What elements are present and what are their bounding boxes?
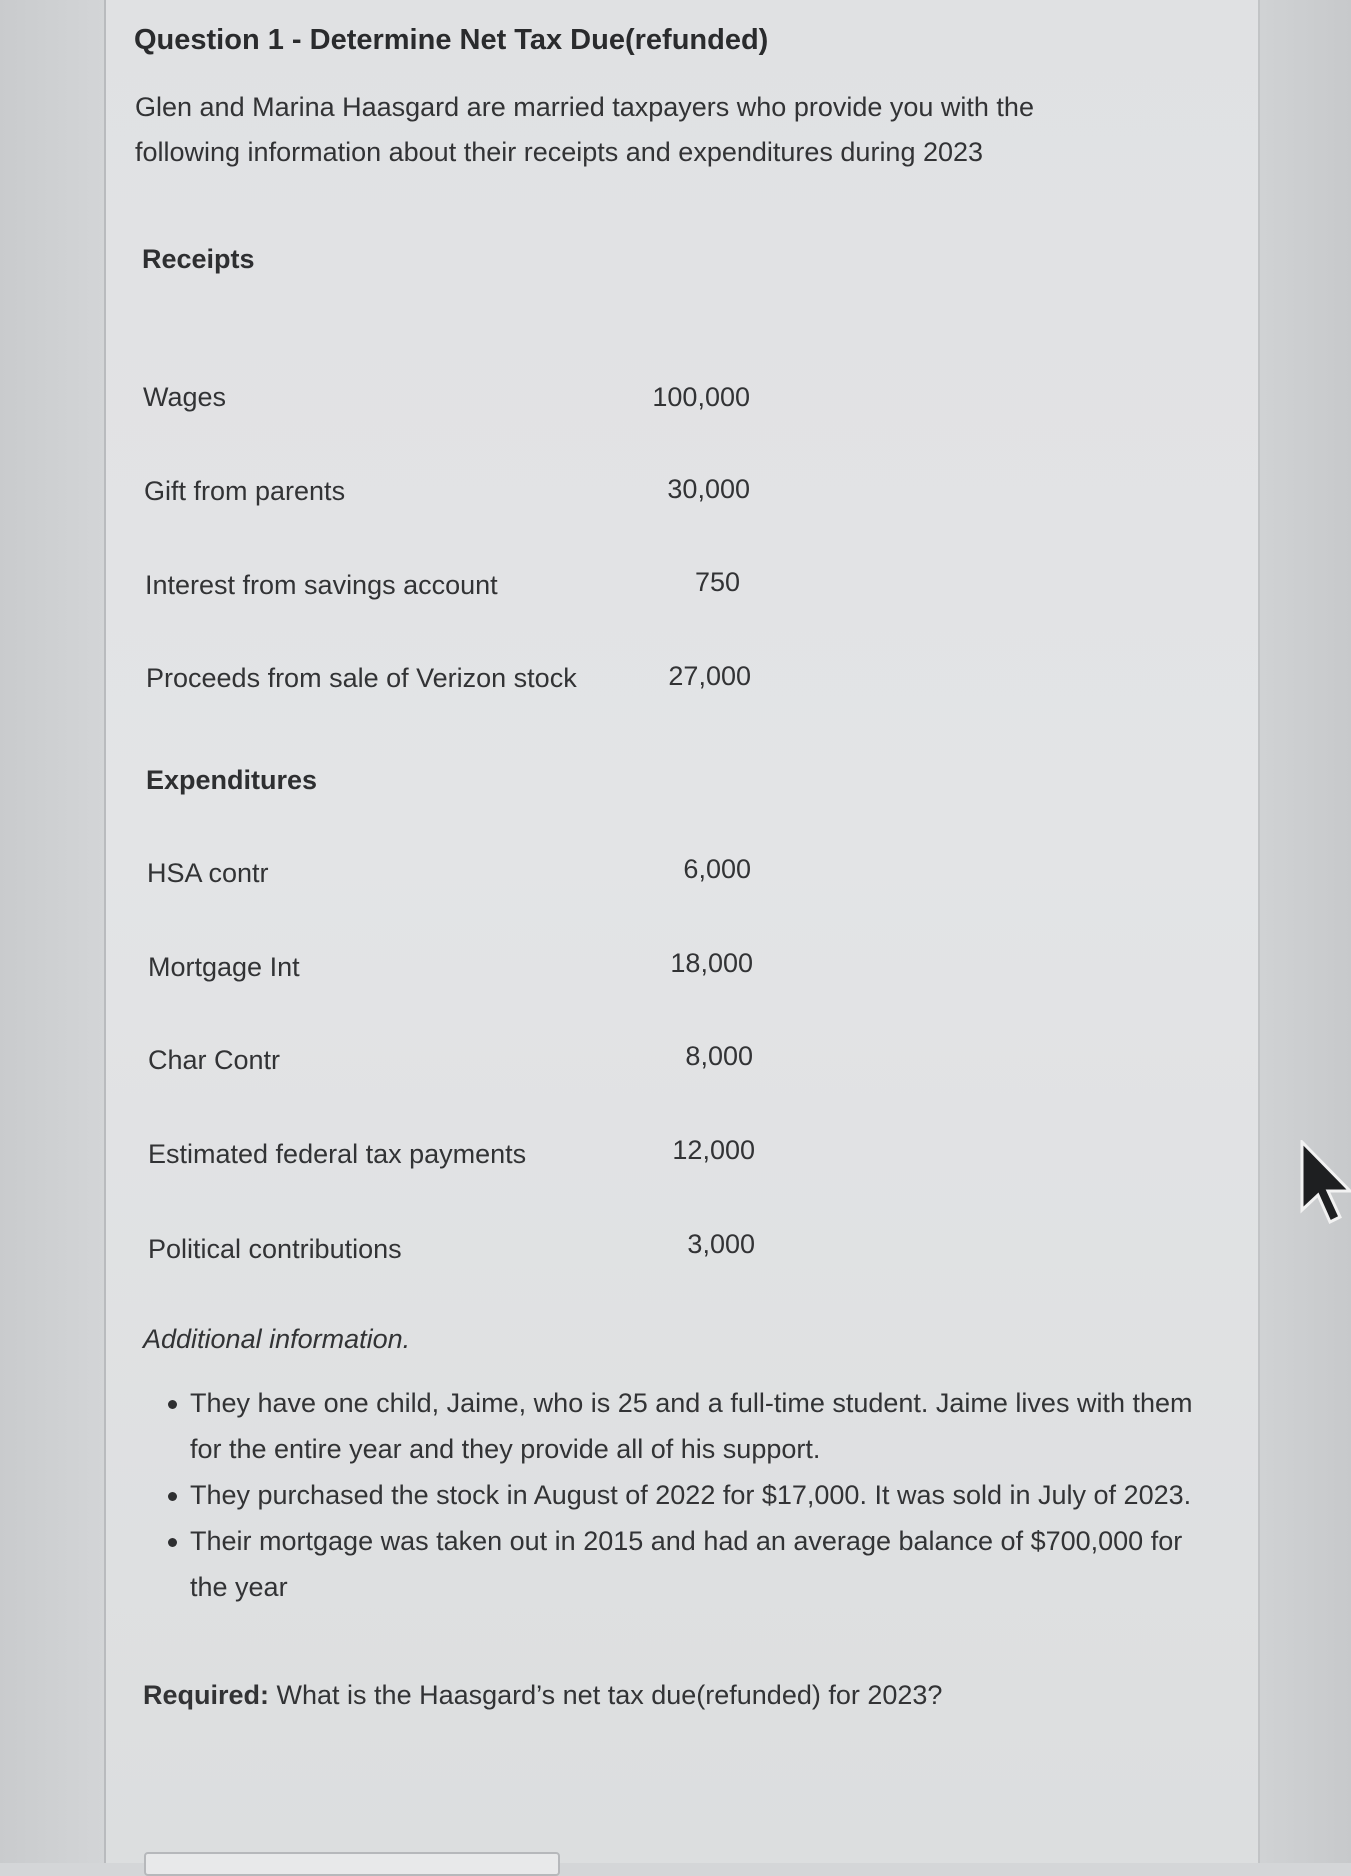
left-gutter: [0, 0, 104, 1863]
expenditures-heading: Expenditures: [146, 765, 318, 795]
expenditure-value-estimated-tax: 12,000: [672, 1135, 755, 1165]
list-item: [160, 1472, 1220, 1518]
question-intro: Glen and Marina Haasgard are married taxpayers who provide you with the following information about their receipts and expenditures during 2023: [135, 92, 1034, 167]
expenditure-value-charity: 8,000: [685, 1041, 753, 1071]
required-label: Required:: [143, 1680, 270, 1710]
receipt-value-interest: 750: [694, 567, 740, 597]
expenditure-value-hsa: 6,000: [683, 854, 751, 884]
additional-info-list: [160, 1380, 1220, 1610]
receipt-value-stock-sale: 27,000: [668, 661, 751, 691]
receipts-heading: Receipts: [142, 244, 255, 274]
answer-input[interactable]: [144, 1852, 560, 1876]
additional-info-title: Additional information.: [143, 1324, 411, 1354]
receipt-label-wages: Wages: [143, 382, 227, 412]
receipt-value-wages: 100,000: [652, 382, 750, 412]
receipt-label-interest: Interest from savings account: [145, 570, 498, 600]
receipt-label-gift: Gift from parents: [144, 476, 346, 506]
list-item: [160, 1518, 1220, 1610]
bullet-icon: [168, 1538, 177, 1547]
required-question: [143, 1680, 942, 1711]
expenditure-value-political: 3,000: [687, 1229, 755, 1259]
question-title: Question 1 - Determine Net Tax Due(refunded): [134, 24, 769, 56]
receipt-value-gift: 30,000: [667, 474, 750, 504]
bullet-text: Their mortgage was taken out in 2015 and had an average balance of $700,000 for the year: [190, 1526, 1183, 1602]
bullet-text: They purchased the stock in August of 2022 for $17,000. It was sold in July of 2023.: [190, 1480, 1192, 1510]
bullet-text: They have one child, Jaime, who is 25 and a full-time student. Jaime lives with them for the entire year and they provide all of his support.: [190, 1388, 1193, 1464]
expenditure-label-hsa: HSA contr: [147, 858, 269, 888]
required-text: What is the Haasgard’s net tax due(refunded) for 2023?: [276, 1680, 943, 1710]
expenditure-label-charity: Char Contr: [148, 1045, 281, 1075]
expenditure-label-mortgage: Mortgage Int: [148, 952, 300, 982]
expenditure-label-political: Political contributions: [148, 1234, 402, 1264]
bullet-icon: [168, 1400, 177, 1409]
expenditure-label-estimated-tax: Estimated federal tax payments: [148, 1139, 527, 1169]
expenditure-value-mortgage: 18,000: [670, 948, 753, 978]
list-item: [160, 1380, 1220, 1472]
mouse-pointer-icon: [1300, 1140, 1351, 1230]
right-margin: [1260, 0, 1351, 1863]
receipt-label-stock-sale: Proceeds from sale of Verizon stock: [146, 663, 577, 693]
bullet-icon: [168, 1492, 177, 1501]
